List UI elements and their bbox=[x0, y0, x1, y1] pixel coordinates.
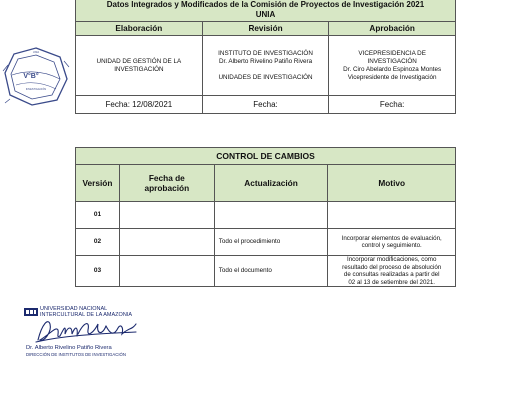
elaboracion-cell bbox=[76, 36, 203, 96]
table-row bbox=[76, 202, 456, 229]
table-row bbox=[76, 229, 456, 256]
aprobacion-line3: Dr. Ciro Abelardo Espinoza Montes bbox=[343, 65, 442, 73]
motivo-cell bbox=[328, 256, 456, 287]
version-cell: 03 bbox=[76, 256, 120, 287]
fecha-cell bbox=[119, 229, 214, 256]
change-control-title: CONTROL DE CAMBIOS bbox=[76, 148, 456, 165]
motivo-line: 02 al 13 de setiembre del 2021. bbox=[348, 278, 436, 286]
motivo-cell bbox=[328, 229, 456, 256]
aprobacion-cell bbox=[329, 36, 456, 96]
motivo-header: Motivo bbox=[328, 165, 456, 202]
svg-text:UNIA: UNIA bbox=[32, 51, 40, 54]
approval-table bbox=[75, 0, 456, 114]
institution-line2: INTERCULTURAL DE LA AMAZONIA bbox=[40, 312, 132, 318]
version-header: Versión bbox=[76, 165, 120, 202]
revision-cell bbox=[202, 36, 329, 96]
motivo-line: control y seguimiento. bbox=[361, 242, 422, 249]
fecha-aprobacion-header bbox=[119, 165, 214, 202]
revision-line1: INSTITUTO DE INVESTIGACIÓN bbox=[218, 49, 313, 57]
version-cell: 01 bbox=[76, 202, 120, 229]
version-cell: 02 bbox=[76, 229, 120, 256]
revision-line3: UNIDADES DE INVESTIGACIÓN bbox=[218, 73, 313, 81]
table-row bbox=[76, 256, 456, 287]
aprobacion-line1: VICEPRESIDENCIA DE bbox=[358, 49, 426, 57]
official-seal bbox=[2, 45, 70, 107]
actualizacion-cell bbox=[214, 202, 328, 229]
signature-block bbox=[24, 302, 144, 362]
fecha-cell bbox=[119, 256, 214, 287]
actualizacion-cell: Todo el procedimiento bbox=[214, 229, 328, 256]
revision-line2: Dr. Alberto Rivelino Patiño Rivera bbox=[218, 57, 313, 65]
actualizacion-header: Actualización bbox=[214, 165, 328, 202]
seal-vobo-text: V°B° bbox=[23, 73, 39, 80]
motivo-cell bbox=[328, 202, 456, 229]
svg-text:INVESTIGACIÓN: INVESTIGACIÓN bbox=[25, 88, 47, 91]
aprobacion-line2: INVESTIGACIÓN bbox=[367, 57, 417, 65]
motivo-line: Incorporar modificaciones, como bbox=[346, 256, 437, 263]
revision-header: Revisión bbox=[202, 22, 329, 36]
handwritten-signature bbox=[32, 314, 142, 348]
fecha-cell bbox=[119, 202, 214, 229]
change-control-table bbox=[75, 147, 456, 287]
fecha-elaboracion: Fecha: 12/08/2021 bbox=[76, 96, 203, 114]
document-title-unit: UNIA bbox=[255, 10, 276, 19]
fecha-header-line2: aprobación bbox=[144, 183, 190, 193]
fecha-aprobacion: Fecha: bbox=[329, 96, 456, 114]
actualizacion-cell: Todo el documento bbox=[214, 256, 328, 287]
motivo-line: resultado del proceso de absolución bbox=[342, 263, 442, 271]
elaboracion-text: UNIDAD DE GESTIÓN DE LA INVESTIGACIÓN bbox=[96, 57, 182, 73]
document-title: Datos Integrados y Modificados de la Comisión de Proyectos de Investigación 2021 bbox=[106, 0, 425, 9]
fecha-header-line1: Fecha de bbox=[148, 173, 185, 183]
aprobacion-line4: Vicepresidente de Investigación bbox=[347, 73, 437, 81]
aprobacion-header: Aprobación bbox=[329, 22, 456, 36]
fecha-revision: Fecha: bbox=[202, 96, 329, 114]
institution-line1: UNIVERSIDAD NACIONAL bbox=[40, 306, 108, 312]
elaboracion-header: Elaboración bbox=[76, 22, 203, 36]
signer-role: DIRECCIÓN DE INSTITUTOS DE INVESTIGACIÓN bbox=[26, 352, 126, 357]
motivo-line: Incorporar elementos de evaluación, bbox=[341, 234, 442, 242]
signer-name: Dr. Alberto Rivelino Patiño Rivera bbox=[26, 345, 112, 351]
document-title-cell bbox=[76, 0, 456, 22]
motivo-line: de consultas realizadas a partir del bbox=[343, 271, 440, 278]
